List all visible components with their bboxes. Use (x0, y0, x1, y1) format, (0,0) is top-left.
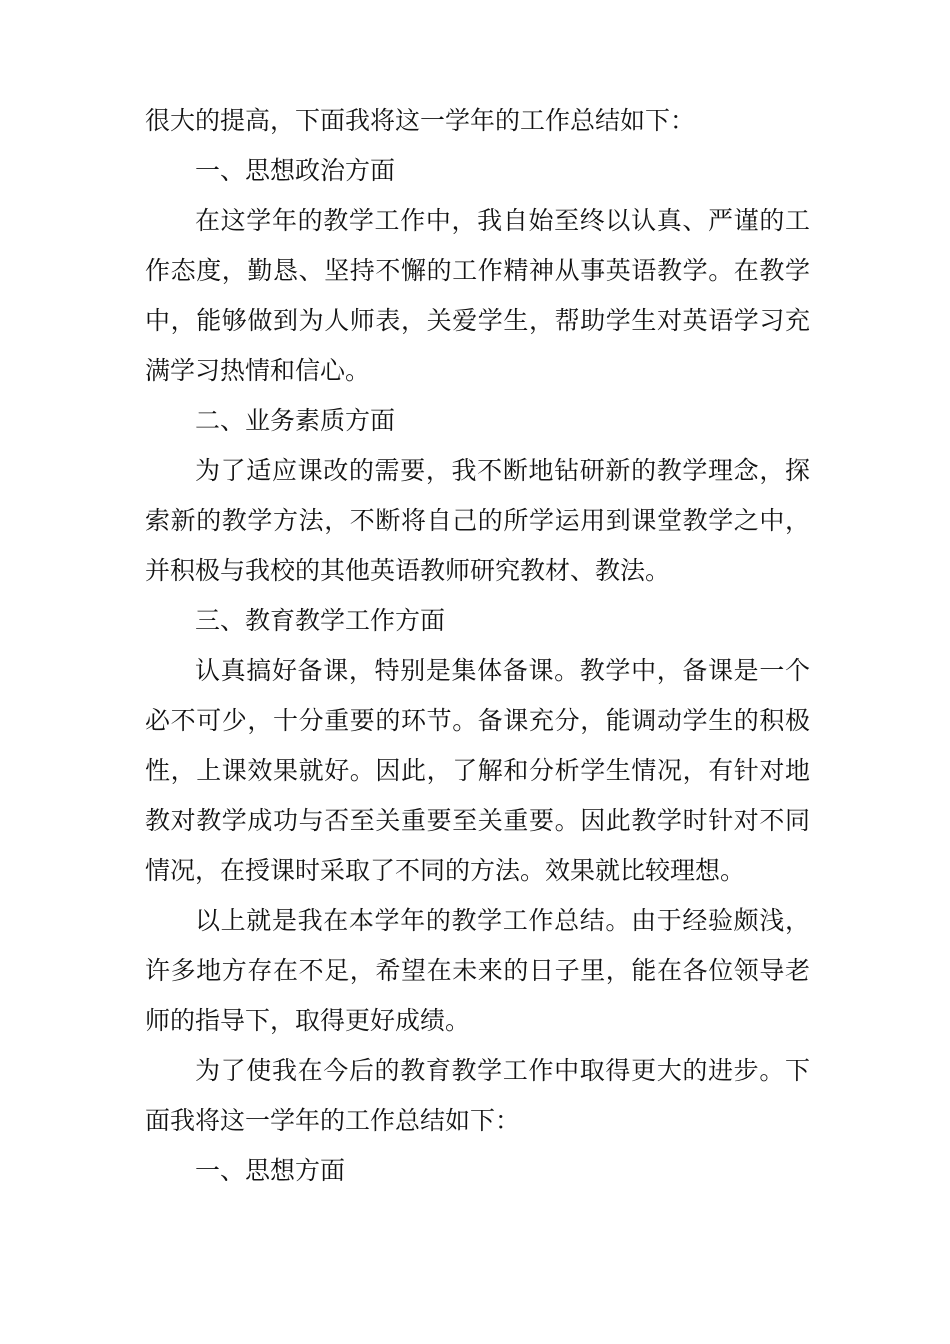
paragraph-next-summary-intro: 为了使我在今后的教育教学工作中取得更大的进步。下面我将这一学年的工作总结如下： (145, 1056, 810, 1135)
section-heading-teaching-work: 三、教育教学工作方面 (195, 606, 446, 635)
paragraph-summary: 以上就是我在本学年的教学工作总结。由于经验颇浅，许多地方存在不足，希望在未来的日子里，能在各位领导老师的指导下，取得更好成绩。 (145, 906, 810, 1035)
paragraph-ideology-politics: 在这学年的教学工作中，我自始至终以认真、严谨的工作态度，勤恳、坚持不懈的工作精神从事英语教学。在教学中，能够做到为人师表，关爱学生，帮助学生对英语学习充满学习热情和信心。 (145, 206, 810, 385)
section-heading-professional-quality: 二、业务素质方面 (195, 406, 396, 435)
paragraph-teaching-work: 认真搞好备课，特别是集体备课。教学中，备课是一个必不可少，十分重要的环节。备课充分，能调动学生的积极性，上课效果就好。因此，了解和分析学生情况，有针对地教对教学成功与否至关重要至关重要。因此教学时针对不同情况，在授课时采取了不同的方法。效果就比较理想。 (145, 656, 810, 885)
paragraph-continuation: 很大的提高，下面我将这一学年的工作总结如下： (145, 106, 696, 135)
document-body (145, 96, 810, 1196)
section-heading-ideology-politics: 一、思想政治方面 (195, 156, 396, 185)
paragraph-professional-quality: 为了适应课改的需要，我不断地钻研新的教学理念，探索新的教学方法，不断将自己的所学运用到课堂教学之中，并积极与我校的其他英语教师研究教材、教法。 (145, 456, 810, 585)
section-heading-ideology: 一、思想方面 (195, 1156, 346, 1185)
